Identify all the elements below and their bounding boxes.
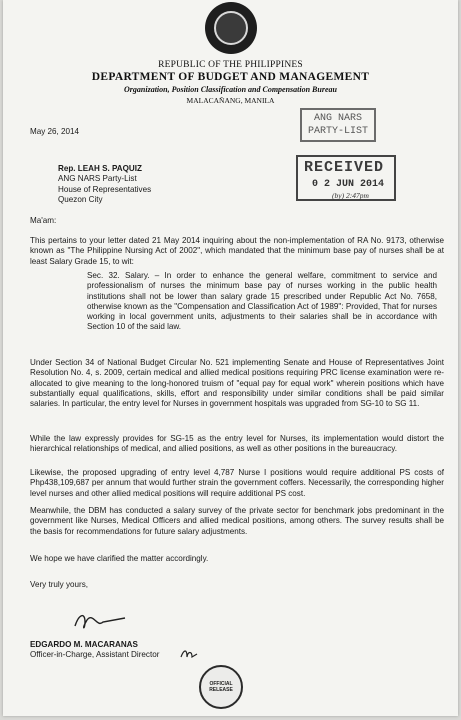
paragraph-1: This pertains to your letter dated 21 May 2014 inquiring about the non-implementation of RA No. 9173, otherwise known as "The Philippine Nursing Act of 2002", which mandated that the minimum base pay of nurses shall be at least Salary Grade 15, to wit: [30, 236, 444, 266]
recipient-address [58, 164, 151, 205]
signatory-title: Officer-in-Charge, Assistant Director [30, 650, 160, 660]
closing: Very truly yours, [30, 580, 89, 589]
received-date: 0 2 JUN 2014 [312, 179, 385, 190]
received-stamp [296, 155, 396, 201]
paragraph-2: Under Section 34 of National Budget Circular No. 521 implementing Senate and House of Representatives Joint Resolution No. 4, s. 2009, certain medical and allied medical positions requiring PRC license examination were re-allocated to give meaning to the long-honored truism of "equal pay for equal work" wherein positions which have substantially equal qualifications, skills, effort and responsibility under similar conditions shall be paid similar salaries. In particular, the entry level for Nurses in government hospitals was upgraded from SG-10 to SG 11. [30, 358, 444, 409]
paragraph-3: While the law expressly provides for SG-15 as the entry level for Nurses, its implementation would distort the hierarchical relationships of medical, and allied positions, as well as other positions in the bureaucracy. [30, 434, 444, 454]
republic-line: REPUBLIC OF THE PHILIPPINES [158, 60, 303, 70]
signature-icon [71, 608, 129, 634]
letter-page [3, 0, 458, 716]
signature-block [30, 640, 159, 661]
recipient-house: House of Representatives [58, 184, 152, 194]
signatory-name: EDGARDO M. MACARANAS [30, 640, 138, 649]
recipient-name: Rep. LEAH S. PAQUIZ [58, 164, 142, 173]
dbm-seal-icon [205, 2, 257, 54]
received-note: (by) 2:47pm [332, 191, 369, 200]
recipient-city: Quezon City [58, 194, 103, 204]
paragraph-5: Meanwhile, the DBM has conducted a salary survey of the private sector for benchmark jobs predominant in the government like Nurses, Medical Officers and allied medical positions, among others. The survey results shall be the basis for recommendations for future salary adjustments. [30, 506, 444, 536]
initials-icon [178, 645, 200, 663]
paragraph-6: We hope we have clarified the matter accordingly. [30, 554, 209, 563]
letter-date: May 26, 2014 [30, 127, 80, 136]
bureau-name: Organization, Position Classification and Compensation Bureau [124, 85, 337, 94]
release-line1: OFFICIAL [209, 681, 233, 687]
paragraph-4: Likewise, the proposed upgrading of entry level 4,787 Nurse I positions would require additional PS costs of Php438,109,687 per annum that would further strain the government coffers. Necessarily, the corresponding higher level nurses and other allied medical positions will require additional PS cost. [30, 468, 444, 498]
recipient-org: ANG NARS Party-List [58, 174, 137, 184]
quoted-section: Sec. 32. Salary. – In order to enhance the general welfare, commitment to service and professionalism of nurses the minimum base pay of nurses working in the public health institutions shall not be lower than salary grade 15 prescribed under Republic Act No. 7658, otherwise known as the "Compensation and Classification Act of 1989": Provided, That for nurses working in local government units, adjustments to their salaries shall be in accordance with Section 10 of the said law. [87, 271, 437, 332]
ang-nars-stamp [300, 108, 376, 142]
salutation: Ma'am: [30, 216, 57, 225]
received-label: RECEIVED [304, 159, 385, 176]
department-name: DEPARTMENT OF BUDGET AND MANAGEMENT [91, 71, 370, 83]
stamp-party-line2: PARTY-LIST [307, 126, 368, 137]
office-location: MALACAÑANG, MANILA [186, 96, 275, 105]
official-release-stamp [199, 665, 243, 709]
release-line2: RELEASE [209, 687, 233, 693]
stamp-party-line1: ANG NARS [313, 113, 362, 124]
